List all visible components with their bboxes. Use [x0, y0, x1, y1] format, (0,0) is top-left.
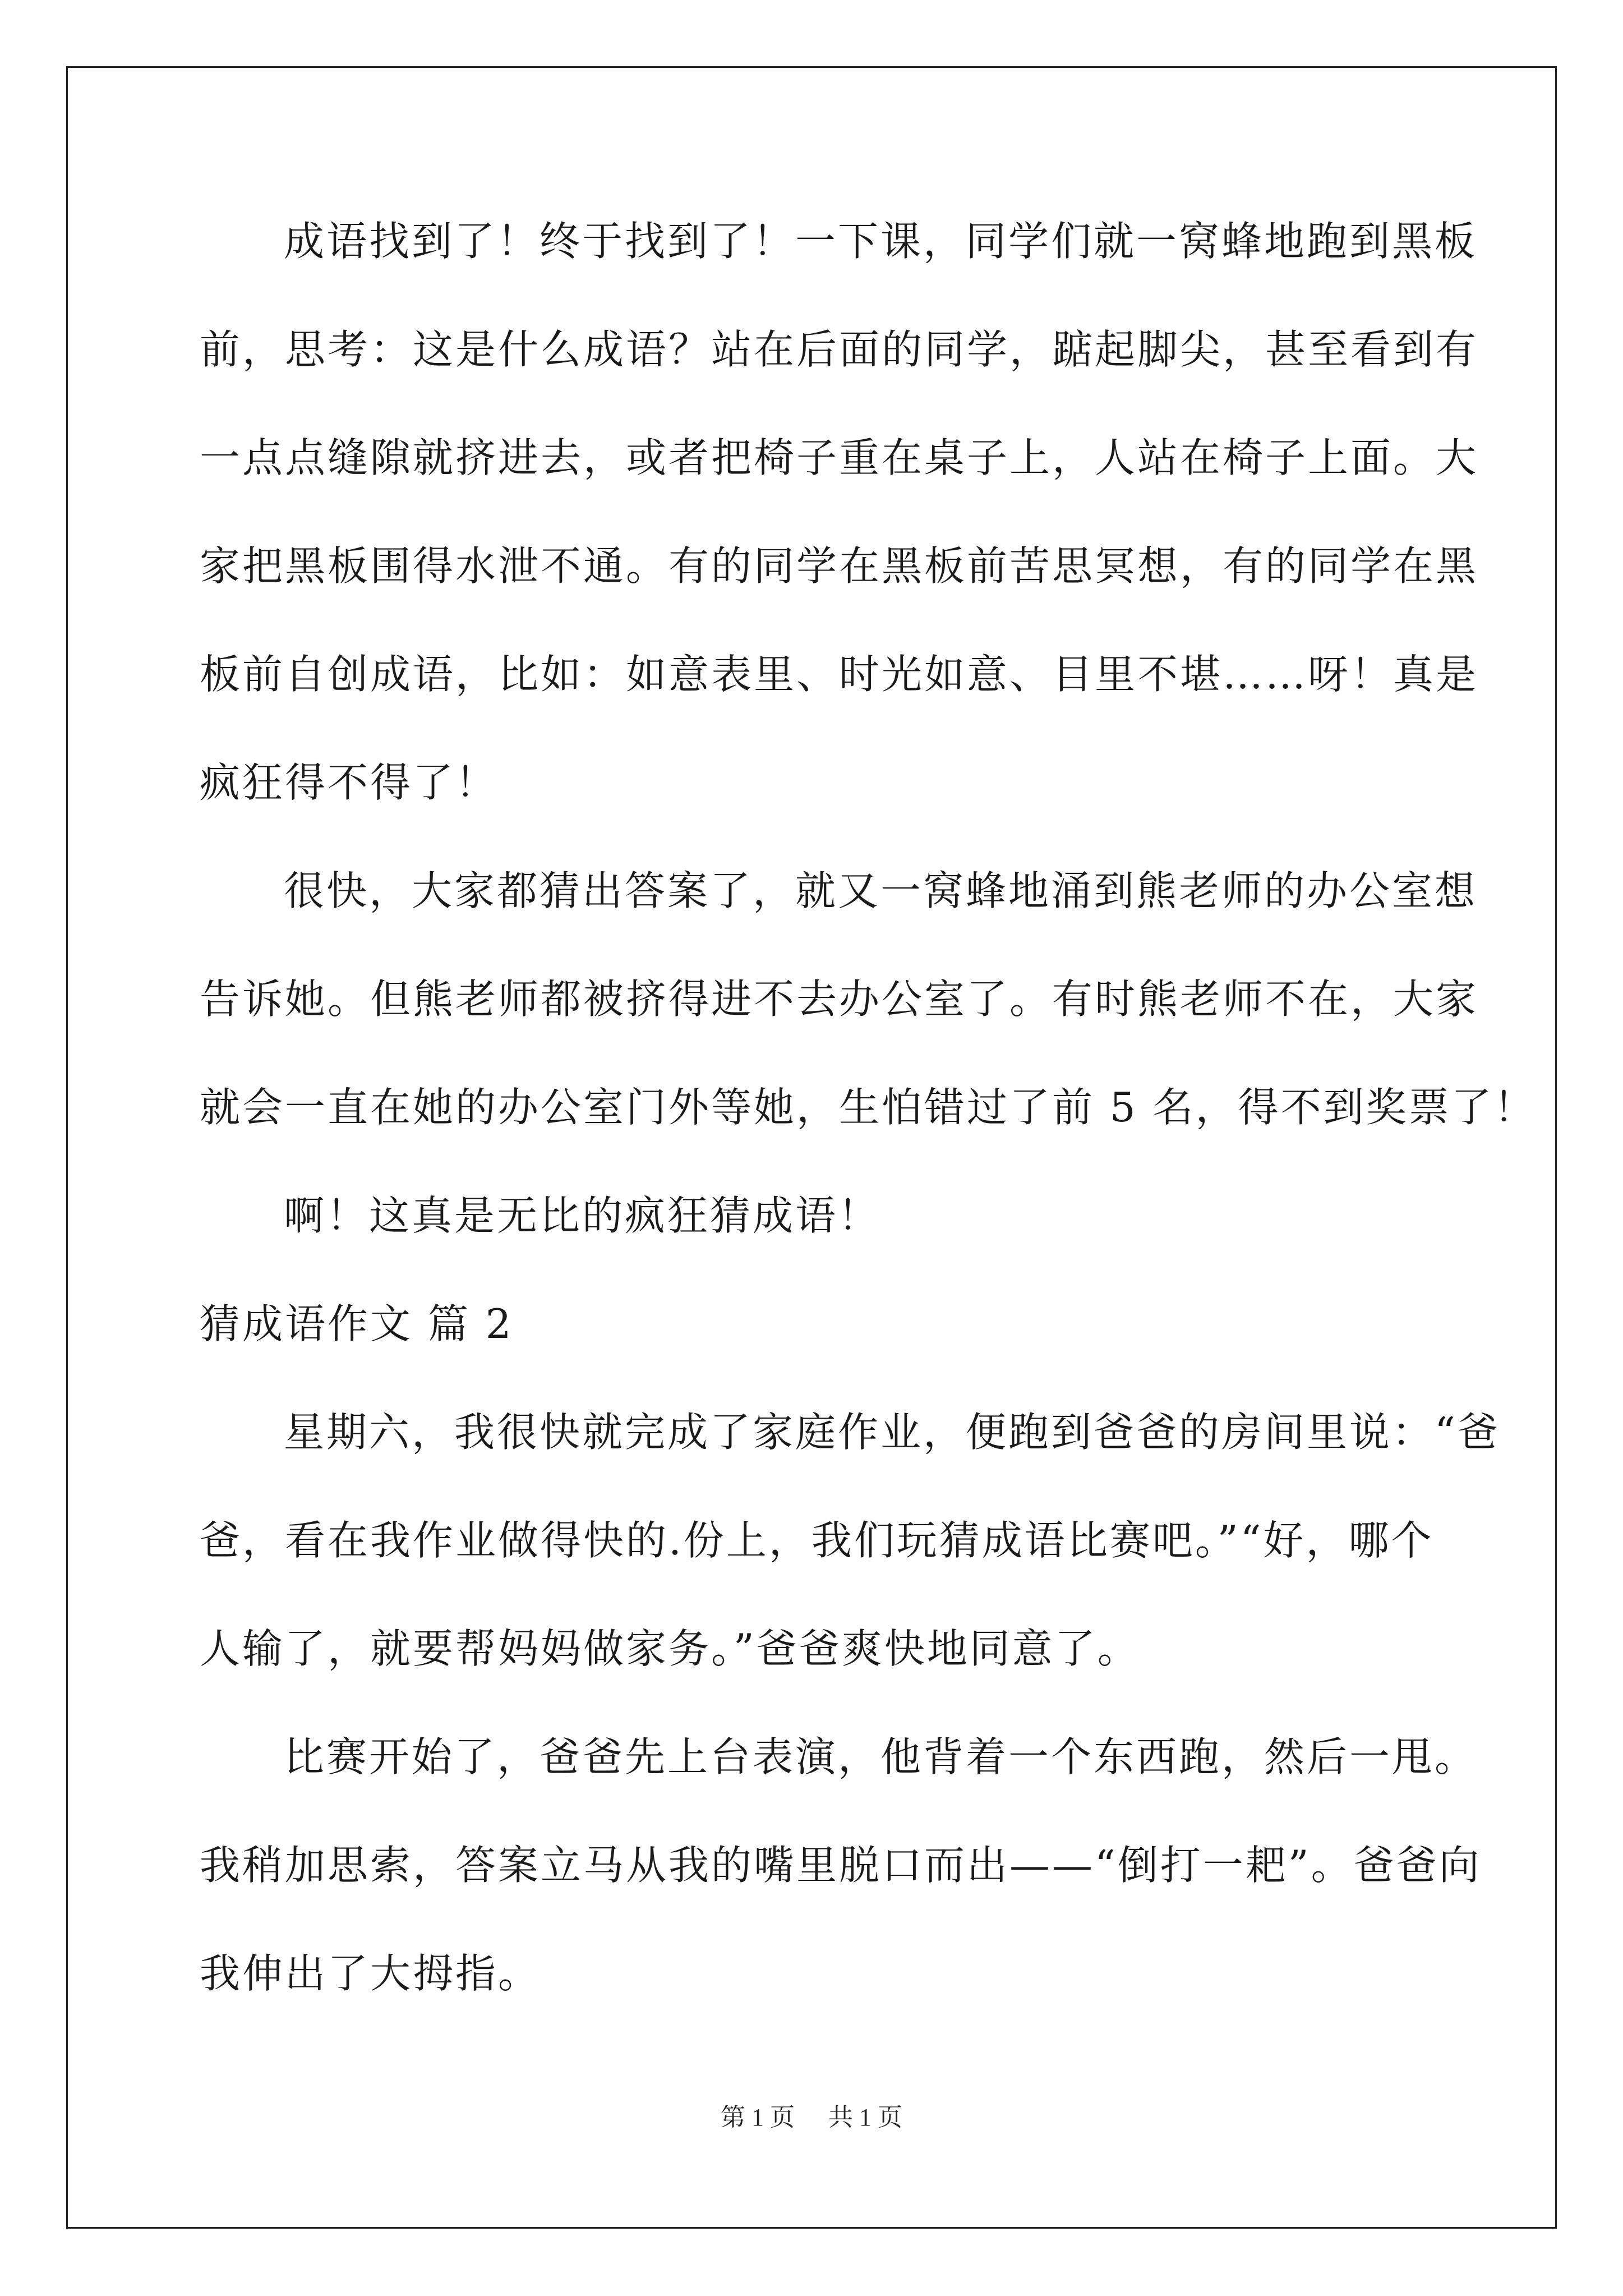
- document-body: [200, 213, 1537, 2054]
- page-number: 第 1 页: [721, 2104, 795, 2131]
- text-line: 啊！这真是无比的疯狂猜成语！: [284, 1192, 881, 1239]
- text-line: 星期六，我很快就完成了家庭作业，便跑到爸爸的房间里说：“爸: [284, 1409, 1500, 1456]
- text-line: 前，思考：这是什么成语？站在后面的同学，踮起脚尖，甚至看到有: [200, 326, 1479, 373]
- text-line: 爸，看在我作业做得快的.份上，我们玩猜成语比赛吧。”“好，哪个: [200, 1517, 1434, 1564]
- text-line: 板前自创成语，比如：如意表里、时光如意、目里不堪……呀！真是: [200, 651, 1479, 698]
- section-heading: 猜成语作文 篇 2: [200, 1300, 514, 1347]
- text-line: 很快，大家都猜出答案了，就又一窝蜂地涌到熊老师的办公室想: [284, 867, 1478, 914]
- text-line: 告诉她。但熊老师都被挤得进不去办公室了。有时熊老师不在，大家: [200, 976, 1479, 1023]
- text-line: 就会一直在她的办公室门外等她，生怕错过了前 5 名，得不到奖票了！: [200, 1084, 1537, 1131]
- text-line: 我稍加思索，答案立马从我的嘴里脱口而出——“倒打一耙”。爸爸向: [200, 1842, 1482, 1889]
- text-line: 成语找到了！终于找到了！一下课，同学们就一窝蜂地跑到黑板: [284, 218, 1478, 265]
- text-line: 疯狂得不得了！: [200, 759, 499, 806]
- page-footer: [0, 2101, 1623, 2134]
- text-line: 人输了，就要帮妈妈做家务。”爸爸爽快地同意了。: [200, 1625, 1140, 1672]
- text-line: 一点点缝隙就挤进去，或者把椅子重在桌子上，人站在椅子上面。大: [200, 434, 1479, 481]
- page-total: 共 1 页: [828, 2104, 902, 2131]
- text-line: 比赛开始了，爸爸先上台表演，他背着一个东西跑，然后一甩。: [284, 1733, 1478, 1780]
- text-line: 家把黑板围得水泄不通。有的同学在黑板前苦思冥想，有的同学在黑: [200, 542, 1479, 590]
- text-line: 我伸出了大拇指。: [200, 1950, 541, 1997]
